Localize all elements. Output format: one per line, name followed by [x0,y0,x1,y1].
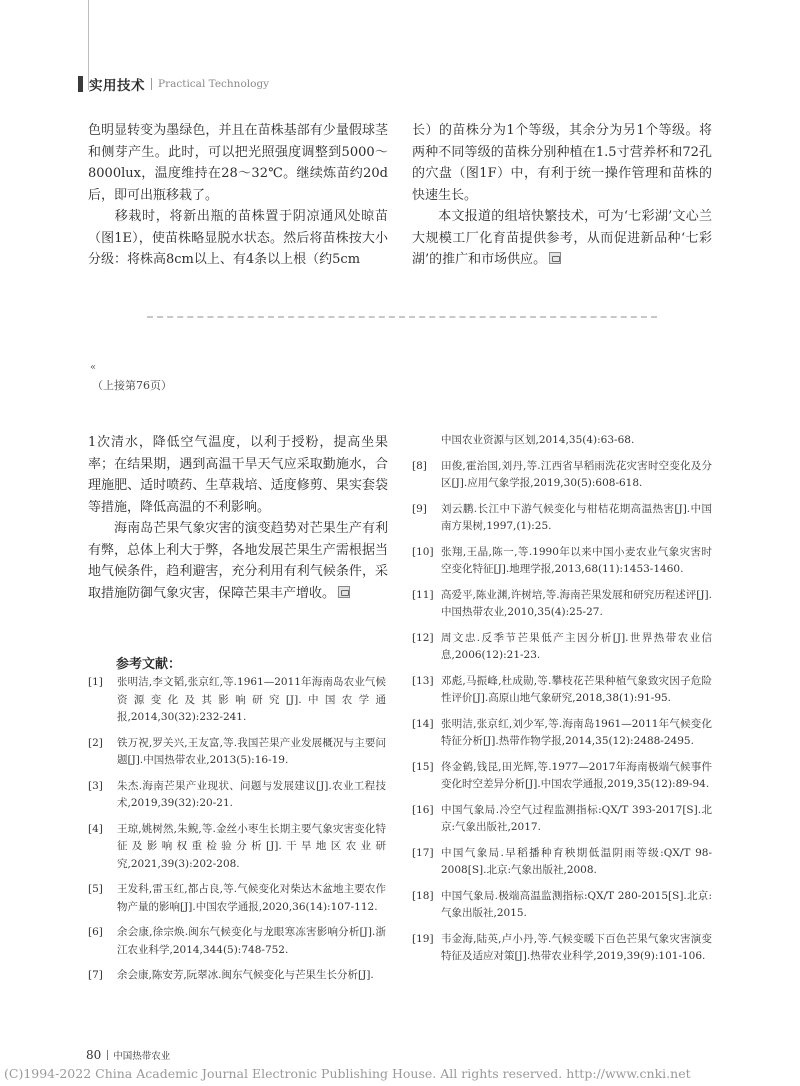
lower-paragraph-1: 1次清水，降低空气温度，以利于授粉，提高坐果率；在结果期，遇到高温干旱天气应采取勤施水，合理施肥、适时喷药、生草栽培、适度修剪、果实套袋等措施，降低高温的不利影响。 [88,435,388,515]
reference-number: [3] [88,779,103,792]
continued-from-label: （上接第76页） [92,379,172,392]
reference-number: [13] [412,674,434,687]
reference-number: [5] [88,883,103,895]
article-divider [147,316,657,318]
reference-item [412,587,712,622]
reference-text: 田俊,霍治国,刘丹,等.江西省早稻雨洗花灾害时空变化及分区[J].应用气象学报,2019,30(5):608-618. [441,459,712,489]
reference-item [88,821,386,874]
reference-number: [11] [412,588,434,601]
reference-number: [8] [412,459,427,472]
reference-text: 中国农业资源与区划,2014,35(4):63-68. [441,434,635,446]
reference-text: 铁万祝,罗关兴,王友富,等.我国芒果产业发展概况与主要问题[J].中国热带农业,2013(5):16-19. [117,736,386,766]
reference-text: 中国气象局.早稻播种育秧期低温阴雨等级:QX/T 98-2008[S].北京:气象出版社,2008. [441,846,712,876]
reference-number: [14] [412,717,434,730]
reference-number: [19] [412,932,434,945]
reference-number: [17] [412,846,434,859]
reference-item [88,967,386,985]
reference-text: 佟金鹤,钱昆,田光辉,等.1977—2017年海南极端气候事件变化时空差异分析[J].中国农学通报,2019,35(12):89-94. [441,760,712,790]
section-header [78,74,269,94]
copyright-notice: (C)1994-2022 China Academic Journal Electronic Publishing House. All rights reserved. http://www.cnki.net [4,1066,691,1081]
upper-right-paragraph-2: 本文报道的组培快繁技术，可为‘七彩湖’文心兰大规模工厂化育苗提供参考，从而促进新品种‘七彩湖’的推广和市场供应。 [412,209,712,267]
reference-text: 王发科,雷玉红,都占良,等.气候变化对柴达木盆地主要农作物产量的影响[J].中国农学通报,2020,36(14):107-112. [117,883,386,913]
reference-item [88,924,386,959]
reference-item [412,716,712,751]
footer-divider [107,1050,108,1060]
reference-number: [1] [88,676,103,688]
references-heading: 参考文献： [116,657,182,672]
reference-item [412,802,712,837]
reference-text: 中国气象局.极端高温监测指标:QX/T 280-2015[S].北京:气象出版社,2015. [441,889,712,919]
reference-item [412,458,712,493]
reference-item [412,759,712,794]
reference-text: 余会康,陈安芳,阮翠冰.闽东气候变化与芒果生长分析[J]. [117,969,374,981]
reference-number: [10] [412,545,434,558]
reference-number: [12] [412,631,434,644]
continuation-icon: « [90,362,95,373]
reference-number: [9] [412,502,427,515]
upper-right-paragraph-1: 长）的苗株分为1个等级，其余分为另1个等级。将两种不同等级的苗株分别种植在1.5寸营养杯和72孔的穴盘（图1F）中，有利于统一操作管理和苗株的快速生长。 [412,123,712,203]
reference-list-right [412,432,712,974]
end-mark-icon [549,252,561,264]
reference-text: 张翔,王晶,陈一,等.1990年以来中国小麦农业气象灾害时空变化特征[J].地理学报,2013,68(11):1453-1460. [441,545,712,575]
reference-number: [4] [88,822,103,835]
lower-paragraph-2: 海南岛芒果气象灾害的演变趋势对芒果生产有利有弊，总体上利大于弊，各地发展芒果生产需根据当地气候条件，趋利避害，充分利用有利气候条件，采取措施防御气象灾害，保障芒果丰产增收。 [88,521,388,601]
reference-text: 高爱平,陈业渊,许树培,等.海南芒果发展和研究历程述评[J].中国热带农业,2010,35(4):25-27. [441,588,712,618]
reference-list-left [88,674,386,993]
reference-number: [15] [412,760,434,773]
reference-number: [2] [88,736,103,749]
header-bar-icon [78,76,83,92]
section-title: 实用技术 [89,78,145,94]
section-subtitle: Practical Technology [158,78,270,90]
reference-item [412,630,712,665]
reference-item [88,735,386,770]
page-number: 80 [86,1048,102,1062]
reference-item [412,544,712,579]
reference-text: 中国气象局.冷空气过程监测指标:QX/T 393-2017[S].北京:气象出版社,2017. [441,803,712,833]
reference-item [412,888,712,923]
page-footer [86,1048,170,1062]
reference-item [412,931,712,966]
reference-number: [6] [88,926,103,938]
journal-name: 中国热带农业 [113,1051,171,1062]
reference-number: [16] [412,803,434,816]
reference-text: 王琼,姚树然,朱鲵,等.金丝小枣生长期主要气象灾害变化特征及影响权重检验分析[J].干旱地区农业研究,2021,39(3):202-208. [117,822,386,870]
reference-text: 张明洁,张京红,刘少军,等.海南岛1961—2011年气候变化特征分析[J].热带作物学报,2014,35(12):2488-2495. [441,717,712,747]
upper-left-paragraph-1: 色明显转变为墨绿色，并且在苗株基部有少量假球茎和侧芽产生。此时，可以把光照强度调整到5000～8000lux，温度维持在28～32℃。继续炼苗约20d后，即可出瓶移栽了。 [88,123,388,203]
reference-text: 张明洁,李文韬,张京红,等.1961—2011年海南岛农业气候资源变化及其影响研究[J].中国农学通报,2014,30(32):232-241. [117,676,386,723]
reference-text: 朱杰.海南芒果产业现状、问题与发展建议[J].农业工程技术,2019,39(32):20-21. [117,779,386,809]
reference-text: 韦金海,陆英,卢小丹,等.气候变暖下百色芒果气象灾害演变特征及适应对策[J].热带农业科学,2019,39(9):101-106. [441,932,712,962]
reference-item [412,845,712,880]
reference-text: 余会康,徐宗焕.闽东气候变化与龙眼寒冻害影响分析[J].浙江农业科学,2014,344(5):748-752. [117,926,386,956]
reference-text: 刘云鹏.长江中下游气候变化与柑桔花期高温热害[J].中国南方果树,1997,(1):25. [441,502,712,532]
upper-left-paragraph-2: 移栽时，将新出瓶的苗株置于阴凉通风处晾苗（图1E），使苗株略显脱水状态。然后将苗株按大小分级：将株高8cm以上、有4条以上根（约5cm [88,209,388,267]
reference-number: [7] [88,969,103,981]
reference-number: [18] [412,889,434,902]
header-divider [151,78,152,90]
reference-item [412,673,712,708]
end-mark-icon [338,586,350,598]
reference-item [412,432,712,450]
reference-item [88,674,386,727]
reference-text: 邓彪,马振峰,杜成勋,等.攀枝花芒果种植气象致灾因子危险性评价[J].高原山地气象研究,2018,38(1):91-95. [441,674,712,704]
reference-text: 周文忠.反季节芒果低产主因分析[J].世界热带农业信息,2006(12):21-23. [441,631,712,661]
reference-item [412,501,712,536]
reference-item [88,778,386,813]
reference-item [88,881,386,916]
